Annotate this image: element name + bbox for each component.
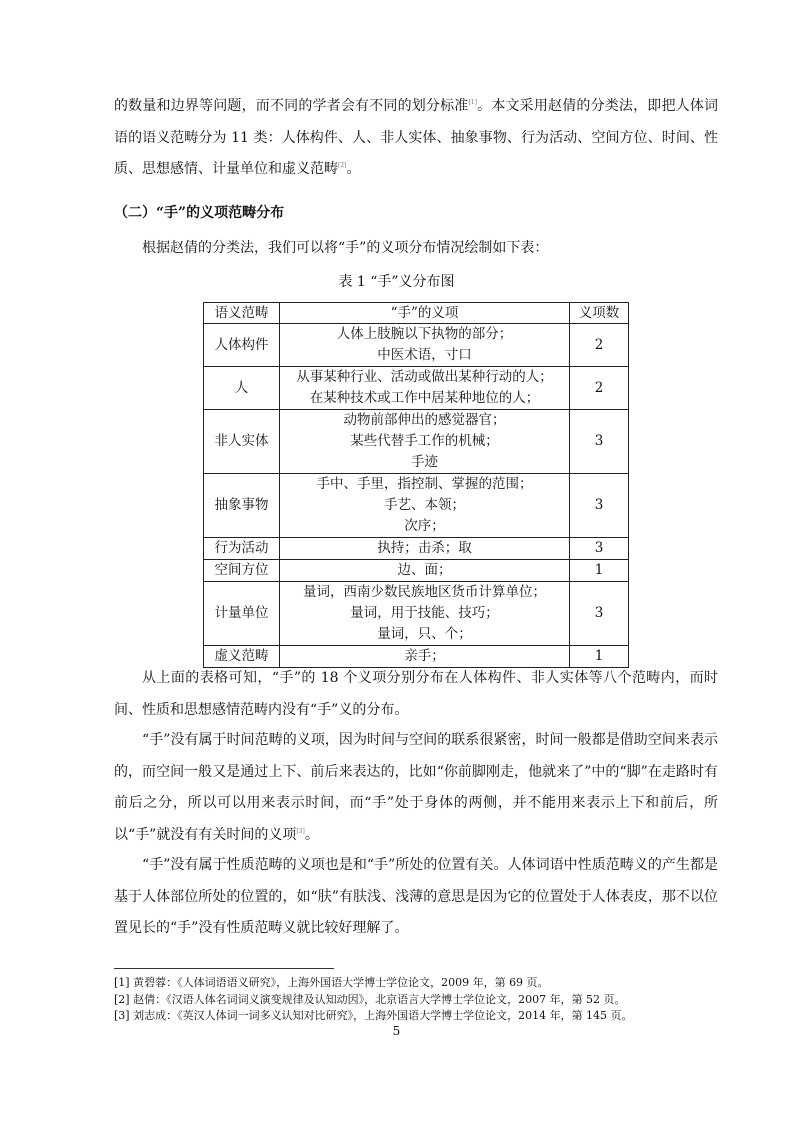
table-row [204,560,629,582]
table-row [204,582,629,646]
sense-item: 边、面； [397,562,452,578]
intro-text-cont: 。本文采用赵倩的分类法，即把人体词语的语义范畴分为 11 类：人体构件、人、非人实体、抽象事物、行为活动、空间方位、时间、性质、思想感情、计量单位和虚义范畴 [114,98,719,177]
paragraph-time-category [114,725,718,851]
category-cell: 非人实体 [204,410,280,474]
senses-cell [280,582,570,646]
count-cell: 2 [570,324,629,367]
table-row [204,324,629,367]
category-cell: 人体构件 [204,324,280,367]
footnote-list [114,975,734,1025]
senses-cell [280,560,570,582]
footnote-2: [2] 赵倩：《汉语人体名词词义演变规律及认知动因》，北京语言大学博士学位论文，2007 年，第 52 页。 [114,992,626,1006]
sense-item: 量词，用于技能、技巧； [350,605,499,621]
sense-item: 手艺、本领； [384,497,465,513]
sense-item: 从事某种行业、活动或做出某种行动的人； [296,369,553,385]
count-cell: 3 [570,410,629,474]
footnote-ref-3[interactable]: [3] [296,827,305,835]
table-header-row [204,303,629,324]
count-cell: 2 [570,367,629,410]
intro-end: 。 [346,161,361,177]
sense-item: 手迹 [411,454,438,470]
senses-cell [280,324,570,367]
sense-item: 次序； [404,518,445,534]
sense-item: 人体上肢腕以下执物的部分； [336,326,513,342]
sense-item: 中医术语，寸口 [377,347,472,363]
senses-cell [280,538,570,560]
footnote-ref-1[interactable]: [1] [468,99,477,106]
category-cell: 计量单位 [204,582,280,646]
table-row [204,474,629,538]
sense-item: 在某种技术或工作中居某种地位的人； [309,390,540,406]
header-category: 语义范畴 [204,303,280,324]
footnote-1: [1] 黄碧蓉：《人体词语语义研究》，上海外国语大学博士学位论文，2009 年，第 69 页。 [114,976,549,989]
category-cell: 空间方位 [204,560,280,582]
senses-cell [280,474,570,538]
footnote-ref-2[interactable]: [2] [338,162,347,169]
sense-item: 执持；击杀；取 [377,540,472,556]
table-row [204,410,629,474]
page-number: 5 [392,1024,401,1038]
sense-distribution-table [203,302,629,668]
sense-item: 亲手； [404,648,445,664]
header-count: 义项数 [570,303,629,324]
count-cell: 3 [570,582,629,646]
paragraph-after-table: 从上面的表格可知，“手”的 18 个义项分别分布在人体构件、非人实体等八个范畴内，而时间、性质和思想感情范畴内没有“手”义的分布。 [114,670,718,718]
sense-item: 某些代替手工作的机械； [350,433,499,449]
table-row [204,367,629,410]
lead-in-paragraph: 根据赵倩的分类法，我们可以将“手”的义项分布情况绘制如下表： [142,240,549,256]
paragraph-quality-category: “手”没有属于性质范畴的义项也是和“手”所处的位置有关。人体词语中性质范畴义的产生都是基于人体部位所处的位置的，如“肤”有肤浅、浅薄的意思是因为它的位置处于人体表皮，那不以位置见长的“手”没有性质范畴义就比较好理解了。 [114,857,718,936]
footnote-divider [114,968,334,969]
senses-cell [280,410,570,474]
intro-text: 的数量和边界等问题，而不同的学者会有不同的划分标准 [114,98,469,114]
footnote-3: [3] 刘志成：《英汉人体词一词多义认知对比研究》，上海外国语大学博士学位论文，2014 年，第 145 页。 [114,1009,633,1022]
count-cell: 3 [570,538,629,560]
category-cell: 人 [204,367,280,410]
header-senses: “手”的义项 [280,303,570,324]
count-cell: 3 [570,474,629,538]
intro-paragraph [114,91,718,186]
sense-item: 量词，西南少数民族地区货币计算单位； [303,584,546,600]
table-caption: 表 1 “手”义分布图 [338,274,455,290]
paragraph-time-end: 。 [304,826,319,843]
category-cell: 虚义范畴 [204,646,280,668]
count-cell: 1 [570,646,629,668]
table-body [204,324,629,668]
category-cell: 行为活动 [204,538,280,560]
sense-item: 量词，只、个； [377,626,472,642]
category-cell: 抽象事物 [204,474,280,538]
sense-item: 动物前部伸出的感觉器官； [343,412,506,428]
sense-item: 手中、手里，指控制、掌握的范围； [316,476,533,492]
count-cell: 1 [570,560,629,582]
paragraph-time-text: “手”没有属于时间范畴的义项，因为时间与空间的联系很紧密，时间一般都是借助空间来表示的，而空间一般又是通过上下、前后来表达的，比如“你前脚刚走，他就来了”中的“脚”在走路时有前后之分，所以可以用来表示时间，而“手”处于身体的两侧，并不能用来表示上下和前后，所以“手”就没有有关时间的义项 [114,732,718,843]
table-row [204,538,629,560]
senses-cell [280,367,570,410]
section-heading: （二）“手”的义项范畴分布 [114,205,285,221]
